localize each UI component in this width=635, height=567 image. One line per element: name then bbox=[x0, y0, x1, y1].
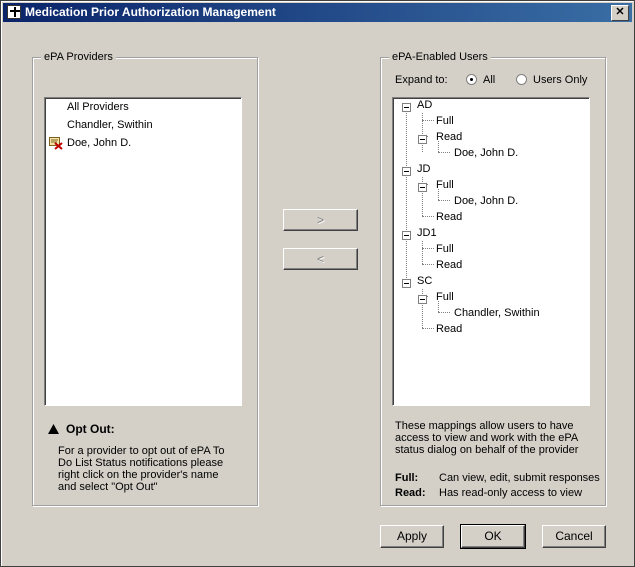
tree-node-ad-full[interactable]: Full bbox=[436, 115, 454, 127]
tree-connector bbox=[422, 241, 423, 264]
tree-connector bbox=[422, 328, 434, 329]
opt-out-x-icon bbox=[49, 137, 63, 150]
title-bar[interactable] bbox=[3, 3, 632, 22]
window-title: Medication Prior Authorization Management bbox=[25, 5, 276, 19]
collapse-icon[interactable] bbox=[402, 231, 411, 240]
tree-connector bbox=[422, 120, 434, 121]
provider-item-all[interactable]: All Providers bbox=[67, 101, 129, 113]
optout-heading: Opt Out: bbox=[66, 422, 115, 436]
legend-read-desc: Has read-only access to view bbox=[439, 487, 583, 499]
optout-line: and select "Opt Out" bbox=[58, 481, 158, 493]
providers-listbox[interactable] bbox=[44, 97, 242, 406]
tree-node-ad-read[interactable]: Read bbox=[436, 131, 463, 143]
tree-node-jd-full-user[interactable]: Doe, John D. bbox=[454, 195, 519, 207]
optout-line: For a provider to opt out of ePA To bbox=[58, 445, 225, 457]
providers-legend: ePA Providers bbox=[41, 51, 116, 63]
provider-item-doe[interactable]: Doe, John D. bbox=[67, 137, 132, 149]
radio-all-label[interactable]: All bbox=[483, 74, 496, 86]
users-legend: ePA-Enabled Users bbox=[389, 51, 491, 63]
tree-connector bbox=[422, 248, 434, 249]
tree-connector bbox=[422, 113, 423, 152]
apply-button[interactable]: Apply bbox=[380, 525, 444, 548]
mapping-note-line: status dialog on behalf of the provider bbox=[395, 444, 579, 456]
legend-read-term: Read: bbox=[395, 487, 426, 499]
radio-users-only[interactable] bbox=[516, 74, 527, 85]
tree-node-ad[interactable]: AD bbox=[417, 99, 433, 111]
provider-item-chandler[interactable]: Chandler, Swithin bbox=[67, 119, 153, 131]
collapse-icon[interactable] bbox=[402, 279, 411, 288]
optout-line: right click on the provider's name bbox=[58, 469, 219, 481]
tree-node-sc-read[interactable]: Read bbox=[436, 323, 463, 335]
expand-to-label: Expand to: bbox=[395, 74, 448, 86]
providers-group bbox=[32, 51, 258, 506]
tree-node-jd1-read[interactable]: Read bbox=[436, 259, 463, 271]
legend-full-term: Full: bbox=[395, 472, 419, 484]
add-mapping-button[interactable]: > bbox=[283, 209, 358, 231]
users-group bbox=[380, 51, 606, 506]
warning-triangle-icon bbox=[48, 424, 59, 434]
tree-connector bbox=[438, 312, 450, 313]
tree-node-sc-full-user[interactable]: Chandler, Swithin bbox=[454, 307, 540, 319]
collapse-icon[interactable] bbox=[418, 183, 427, 192]
ok-button[interactable]: OK bbox=[461, 525, 525, 548]
tree-connector bbox=[438, 200, 450, 201]
collapse-icon[interactable] bbox=[418, 135, 427, 144]
mapping-note-line: These mappings allow users to have bbox=[395, 420, 574, 432]
radio-users-only-label[interactable]: Users Only bbox=[533, 74, 588, 86]
tree-connector bbox=[422, 264, 434, 265]
remove-mapping-button[interactable]: < bbox=[283, 248, 358, 270]
tree-node-ad-read-user[interactable]: Doe, John D. bbox=[454, 147, 519, 159]
tree-connector bbox=[422, 216, 434, 217]
cancel-button[interactable]: Cancel bbox=[542, 525, 606, 548]
tree-connector bbox=[406, 108, 407, 288]
legend-full-desc: Can view, edit, submit responses bbox=[439, 472, 600, 484]
tree-node-sc-full[interactable]: Full bbox=[436, 291, 454, 303]
mapping-note-line: access to view and work with the ePA bbox=[395, 432, 579, 444]
tree-node-jd-read[interactable]: Read bbox=[436, 211, 463, 223]
tree-node-jd1-full[interactable]: Full bbox=[436, 243, 454, 255]
tree-node-jd1[interactable]: JD1 bbox=[417, 227, 437, 239]
tree-node-jd-full[interactable]: Full bbox=[436, 179, 454, 191]
radio-all[interactable] bbox=[466, 74, 477, 85]
users-tree[interactable] bbox=[392, 97, 590, 406]
app-icon bbox=[7, 5, 21, 19]
tree-connector bbox=[438, 152, 450, 153]
tree-node-jd[interactable]: JD bbox=[417, 163, 431, 175]
collapse-icon[interactable] bbox=[418, 295, 427, 304]
collapse-icon[interactable] bbox=[402, 167, 411, 176]
close-button[interactable]: ✕ bbox=[611, 5, 629, 21]
tree-node-sc[interactable]: SC bbox=[417, 275, 433, 287]
collapse-icon[interactable] bbox=[402, 103, 411, 112]
optout-line: Do List Status notifications please bbox=[58, 457, 224, 469]
